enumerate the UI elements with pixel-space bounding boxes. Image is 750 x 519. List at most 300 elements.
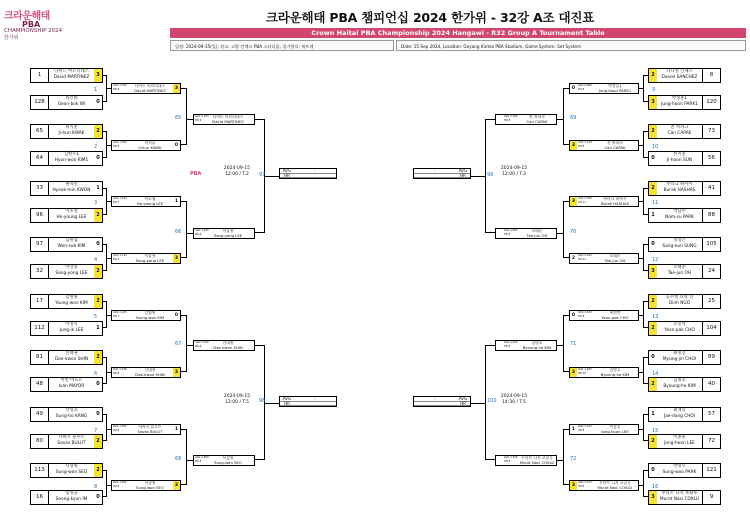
match-box-right[interactable] [569, 83, 639, 94]
player-box-right[interactable] [648, 264, 721, 279]
player-stats [112, 311, 127, 320]
player-name-ko: 이반 마요르 [60, 378, 83, 383]
schedule-time-table: 12:00 / T.5 [225, 400, 249, 405]
player-name-en: Young-won KIM [135, 314, 165, 320]
semifinal-hr-row [280, 174, 336, 179]
match-number: 71 [570, 341, 577, 347]
player-name-en: Seong-kyun IM [55, 497, 88, 502]
player-name-en: Jae-dong CHOI [663, 414, 696, 419]
match-schedule [220, 166, 254, 178]
player-name [592, 197, 638, 206]
semifinal-hr-row [414, 402, 470, 407]
player-name-en: Ji-hun KWAK [138, 144, 162, 150]
player-stats [112, 481, 127, 490]
player-box-right[interactable] [648, 124, 721, 139]
bracket-line [107, 485, 111, 486]
player-box-right[interactable] [648, 95, 721, 110]
match-number: 7 [94, 428, 98, 434]
seed-number: 40 [702, 378, 720, 391]
player-box-left[interactable] [30, 181, 103, 196]
bracket-line [639, 88, 643, 89]
bracket-line [557, 119, 563, 120]
match-box-right[interactable] [495, 340, 557, 351]
bracket-line [557, 345, 563, 346]
seed-number: 16 [31, 491, 49, 504]
player-score: 2 [94, 125, 102, 138]
player-name [657, 295, 702, 308]
seed-number: 25 [702, 295, 720, 308]
stat-avg: AVG 1.500 [195, 456, 209, 459]
player-name [518, 229, 556, 238]
match-box-right[interactable] [495, 455, 557, 466]
match-schedule [497, 394, 531, 406]
seed-number: 120 [702, 96, 720, 109]
player-score: 2 [94, 209, 102, 222]
match-box-left[interactable] [111, 196, 181, 207]
player-name-ko: 박정훈1 [671, 96, 688, 101]
player-name [127, 254, 173, 263]
player-name-ko: 권혁민 [65, 182, 78, 187]
player-score: 1 [571, 427, 576, 432]
player-name-ko: 박정훈1 [608, 83, 622, 88]
player-name [657, 96, 702, 109]
player-box-right[interactable] [648, 237, 721, 252]
match-box-right[interactable] [569, 480, 639, 491]
player-score: 0 [94, 408, 102, 421]
player-score: 1 [174, 427, 179, 432]
stat-hr: HR 11 [578, 201, 586, 205]
player-name [209, 341, 247, 350]
player-stats [577, 254, 592, 263]
bracket-line [107, 372, 111, 373]
player-name-en: Jong-hoon LEE [601, 428, 629, 434]
stat-avg: AVG 1.375 [578, 481, 592, 484]
player-stats [577, 84, 592, 93]
player-name-en: David MARTINEZ [53, 75, 90, 80]
player-name-ko: 임성균 [65, 491, 78, 496]
logo-brand: 크라운해태 [4, 11, 50, 22]
player-box-left[interactable] [30, 350, 103, 365]
player-name-en: Jung-hoon PARK1 [598, 87, 632, 93]
player-name [49, 238, 94, 251]
player-box-right[interactable] [648, 490, 721, 505]
player-name [657, 378, 702, 391]
bracket-line [471, 176, 485, 177]
player-name-ko: 김병호 [609, 367, 621, 372]
seed-number: 41 [702, 182, 720, 195]
bracket-line [187, 345, 193, 346]
player-name-en: Ho-young LEE [136, 200, 164, 206]
bracket-line [639, 315, 643, 316]
match-number: 99 [487, 172, 494, 178]
player-box-right[interactable] [648, 151, 721, 166]
player-name [657, 125, 702, 138]
player-box-right[interactable] [648, 434, 721, 449]
player-stats [577, 425, 592, 434]
player-name-ko: 이상용 [65, 265, 78, 270]
player-name-en: Sung-won SEO [214, 459, 242, 465]
player-box-left[interactable] [30, 434, 103, 449]
player-stats [112, 141, 127, 150]
match-number: 2 [94, 144, 98, 150]
player-name-ko: 이종훈 [673, 435, 686, 440]
player-score: 2 [94, 351, 102, 364]
seed-number: 104 [702, 322, 720, 335]
player-name-en: Murat Naci COKLU [659, 497, 700, 502]
player-name-en: Tae-jun OH [604, 257, 626, 263]
match-number: 68 [175, 456, 182, 462]
player-name [657, 435, 702, 448]
player-score: 2 [649, 378, 657, 391]
player-score: 0 [571, 86, 576, 91]
stat-hr: HR 8 [113, 429, 120, 433]
match-box-right[interactable] [569, 196, 639, 207]
match-number: 100 [487, 398, 497, 404]
player-box-left[interactable] [30, 490, 103, 505]
stat-hr: HR 8 [578, 315, 585, 319]
semifinal-box-left[interactable] [279, 168, 337, 179]
seed-number: 96 [31, 209, 49, 222]
stat-avg: AVG 1.545 [578, 311, 592, 314]
bracket-line [639, 258, 643, 259]
stat-hr: HR 10 [578, 372, 586, 376]
match-box-left[interactable] [193, 228, 255, 239]
stat-hr: HR 8 [113, 372, 120, 376]
match-number: 6 [94, 371, 98, 377]
seed-number: 8 [702, 69, 720, 82]
player-stats [112, 368, 127, 377]
match-box-left[interactable] [111, 140, 181, 151]
player-name-ko: 찬 차파크 [607, 140, 623, 145]
match-box-left[interactable] [111, 310, 181, 321]
match-box-right[interactable] [569, 140, 639, 151]
match-number: 98 [259, 398, 266, 404]
match-number: 11 [652, 200, 659, 206]
player-name-en: Can CAPAK [604, 144, 626, 150]
player-name-en: David MARTINEZ [134, 87, 166, 93]
player-score: 3 [649, 491, 657, 504]
player-box-left[interactable] [30, 124, 103, 139]
player-name [657, 322, 702, 335]
player-name [49, 491, 94, 504]
schedule-time-table: 12:00 / T.3 [502, 172, 526, 177]
stat-hr: HR 8 [578, 145, 585, 149]
player-stats [112, 254, 127, 263]
player-box-left[interactable] [30, 407, 103, 422]
player-name-ko: 김현우1 [63, 152, 80, 157]
player-box-right[interactable] [648, 407, 721, 422]
player-name-en: Geon-bok WI [57, 102, 86, 107]
player-box-right[interactable] [648, 294, 721, 309]
avg-label: AVG [458, 168, 468, 173]
player-name [127, 368, 173, 377]
stat-hr: HR 8 [504, 460, 511, 464]
player-name-en: Ho-young LEE [56, 215, 87, 220]
player-score: 1 [94, 182, 102, 195]
match-box-right[interactable] [569, 367, 639, 378]
player-box-left[interactable] [30, 151, 103, 166]
stat-hr: HR 8 [113, 485, 120, 489]
player-name-ko: 조연박 [673, 322, 686, 327]
player-stats [503, 229, 518, 238]
bracket-line [187, 119, 193, 120]
player-score: 0 [94, 96, 102, 109]
hr-label: HR [460, 400, 466, 406]
bracket-line [557, 460, 563, 461]
stat-avg: AVG 1.825 [504, 229, 518, 232]
player-name [127, 311, 173, 320]
player-name-ko: 이종훈 [609, 424, 621, 429]
player-box-right[interactable] [648, 208, 721, 223]
match-number: 72 [570, 456, 577, 462]
player-name-ko: 곽지훈 [144, 140, 156, 145]
player-name [657, 152, 702, 165]
player-box-right[interactable] [648, 377, 721, 392]
player-name-ko: 사바시 블루트 [138, 424, 162, 429]
hr-value [414, 402, 456, 406]
player-box-left[interactable] [30, 237, 103, 252]
player-stats [194, 341, 209, 350]
match-box-left[interactable] [111, 367, 181, 378]
bracket-line [563, 88, 569, 145]
player-score: 2 [649, 182, 657, 195]
player-name [592, 425, 638, 434]
match-box-right[interactable] [495, 114, 557, 125]
bracket-line [563, 315, 569, 372]
bracket-line [265, 176, 279, 177]
player-name-en: Ji-hun KWAK [58, 131, 85, 136]
player-name-ko: 오태준 [673, 265, 686, 270]
player-box-left[interactable] [30, 321, 103, 336]
player-name-en: Nam-su PARK [665, 215, 694, 220]
player-score: 3 [571, 370, 576, 375]
player-stats [503, 341, 518, 350]
bracket-line [639, 485, 643, 486]
player-name [592, 84, 638, 93]
hr-label: HR [460, 172, 466, 178]
player-score: 2 [571, 256, 576, 261]
player-score [496, 341, 503, 350]
player-name [657, 464, 702, 477]
match-box-left[interactable] [193, 114, 255, 125]
player-name-en: Dae-kwon SHIN [54, 357, 89, 362]
bracket-line [181, 201, 187, 258]
seed-number: 121 [702, 464, 720, 477]
player-box-left[interactable] [30, 294, 103, 309]
player-score: 0 [649, 238, 657, 251]
schedule-date: 2024-09-15 [223, 166, 251, 171]
seed-number: 89 [702, 351, 720, 364]
stat-avg: AVG 1.925 [578, 368, 592, 371]
player-box-right[interactable] [648, 68, 721, 83]
player-name-ko: 다비드 마르티네스 [54, 69, 89, 74]
player-stats [112, 84, 127, 93]
player-score: 2 [649, 295, 657, 308]
player-name-en: Sang-yong LEE [55, 271, 88, 276]
player-score: 0 [649, 152, 657, 165]
bracket-line [107, 145, 111, 146]
stat-hr: HR 6 [195, 233, 202, 237]
match-box-right[interactable] [569, 424, 639, 435]
avg-label: AVG [458, 396, 468, 401]
seed-number: 32 [31, 265, 49, 278]
bracket-line [557, 233, 563, 234]
player-name-en: Byoung-ho KIM [522, 344, 552, 350]
player-name [49, 265, 94, 278]
player-name [127, 84, 173, 93]
bracket-line [181, 315, 187, 372]
match-number: 16 [652, 484, 659, 490]
player-name-en: Can CAPAK [526, 118, 548, 124]
match-number: 13 [652, 314, 659, 320]
player-score: 0 [94, 152, 102, 165]
player-name-en: Sung-won SEO [136, 484, 164, 490]
player-box-left[interactable] [30, 95, 103, 110]
avg-value: - [434, 168, 436, 173]
semifinal-box-right[interactable] [413, 396, 471, 407]
match-number: 1 [94, 87, 98, 93]
bracket-line [107, 258, 111, 259]
match-box-left[interactable] [111, 480, 181, 491]
match-number: 9 [652, 87, 656, 93]
match-number: 69 [570, 115, 577, 121]
player-box-left[interactable] [30, 208, 103, 223]
schedule-time-table: 14:30 / T.5 [502, 400, 526, 405]
player-box-right[interactable] [648, 181, 721, 196]
player-name [49, 295, 94, 308]
player-name-ko: 신대권 [222, 340, 234, 345]
stat-avg: AVG 1.250 [195, 229, 209, 232]
stat-hr: HR 8 [578, 88, 585, 92]
match-box-left[interactable] [193, 340, 255, 351]
player-box-right[interactable] [648, 321, 721, 336]
bracket-line [471, 403, 485, 404]
stat-avg: AVG 1.455 [113, 425, 127, 428]
player-stats [577, 197, 592, 206]
match-number: 67 [175, 341, 182, 347]
player-name-ko: 이호영 [144, 196, 156, 201]
seed-number: 73 [702, 125, 720, 138]
player-name-en: Murat Naci COKLU [519, 459, 555, 465]
player-name-ko: 찬 차파크 [670, 125, 689, 130]
match-box-left[interactable] [111, 424, 181, 435]
stat-hr: HR 8 [504, 345, 511, 349]
player-score: 2 [94, 435, 102, 448]
player-name-ko: 김영원 [144, 310, 156, 315]
seed-number: 9 [702, 491, 720, 504]
seed-number: 49 [31, 408, 49, 421]
player-score: 2 [649, 322, 657, 335]
match-box-right[interactable] [569, 253, 639, 264]
player-name-ko: 오태준 [609, 253, 621, 258]
bracket-line [181, 88, 187, 145]
player-name-ko: 신대권 [65, 351, 78, 356]
player-name-en: Savas BULUT [137, 428, 163, 434]
player-name [592, 254, 638, 263]
bracket-line [563, 429, 569, 485]
player-name-ko: 오태준 [531, 228, 543, 233]
match-box-left[interactable] [193, 455, 255, 466]
player-score: 2 [649, 69, 657, 82]
bracket-line [643, 131, 648, 158]
schedule-date: 2024-09-15 [500, 394, 528, 399]
player-name-en: Yeon-pak CHO [601, 314, 629, 320]
player-name-en: Ivan MAYOR [58, 384, 85, 389]
avg-label: AVG [282, 168, 292, 173]
player-name [49, 378, 94, 391]
bracket-line [643, 414, 648, 441]
player-name-ko: 부라크 하샤시 [603, 196, 627, 201]
bracket-line [639, 429, 643, 430]
bracket-line [181, 429, 187, 485]
match-number: 65 [175, 115, 182, 121]
logo-pba: PBA [22, 20, 41, 29]
player-name [49, 435, 94, 448]
stat-avg: AVG 1.125 [113, 311, 127, 314]
player-name-en: Jong-hoon LEE [664, 441, 695, 446]
player-name-ko: 김원섭 [65, 238, 78, 243]
player-name-ko: 무라트 나지 초클루 [661, 491, 698, 496]
match-box-left[interactable] [111, 83, 181, 94]
player-name [49, 351, 94, 364]
player-name [657, 182, 702, 195]
stat-hr: HR 8 [504, 233, 511, 237]
semifinal-box-left[interactable] [279, 396, 337, 407]
player-score: 2 [649, 125, 657, 138]
seed-number: 113 [31, 464, 49, 477]
player-name [49, 96, 94, 109]
player-name [49, 209, 94, 222]
stat-avg: AVG 1.400 [504, 341, 518, 344]
seed-number: 17 [31, 295, 49, 308]
player-box-left[interactable] [30, 264, 103, 279]
player-stats [194, 115, 209, 124]
player-score: 3 [649, 265, 657, 278]
schedule-date: 2024-09-15 [223, 394, 251, 399]
player-name-en: Byoung-ho KIM [663, 384, 696, 389]
player-score [247, 456, 254, 465]
bracket-line [643, 470, 648, 497]
player-score: 1 [649, 209, 657, 222]
player-stats [194, 456, 209, 465]
seed-number: 128 [31, 96, 49, 109]
bracket-line [639, 201, 643, 202]
player-name-en: Hyeok-min KWON [52, 188, 91, 193]
match-number: 14 [652, 371, 659, 377]
match-number: 97 [259, 172, 266, 178]
player-box-left[interactable] [30, 68, 103, 83]
player-name-ko: 무라트 나지 초클루 [599, 480, 631, 485]
match-box-left[interactable] [111, 253, 181, 264]
seed-number: 56 [702, 152, 720, 165]
semifinal-box-right[interactable] [413, 168, 471, 179]
info-english: Date: 15 Sep 2024, Location: Goyang Kintex PBA Stadium, Game System: Set System [396, 40, 746, 51]
player-name-ko: 서성원 [144, 480, 156, 485]
player-box-right[interactable] [648, 463, 721, 478]
match-box-right[interactable] [495, 228, 557, 239]
pba-watermark: PBA [190, 171, 202, 177]
player-box-left[interactable] [30, 377, 103, 392]
bracket-line [643, 188, 648, 215]
player-box-left[interactable] [30, 463, 103, 478]
player-box-right[interactable] [648, 350, 721, 365]
stat-avg: AVG 0.869 [578, 84, 592, 87]
bracket-line [643, 357, 648, 384]
player-name [518, 115, 556, 124]
stat-avg: AVG 1.730 [578, 141, 592, 144]
player-name-en: Sung-won SEO [55, 470, 88, 475]
match-box-right[interactable] [569, 310, 639, 321]
